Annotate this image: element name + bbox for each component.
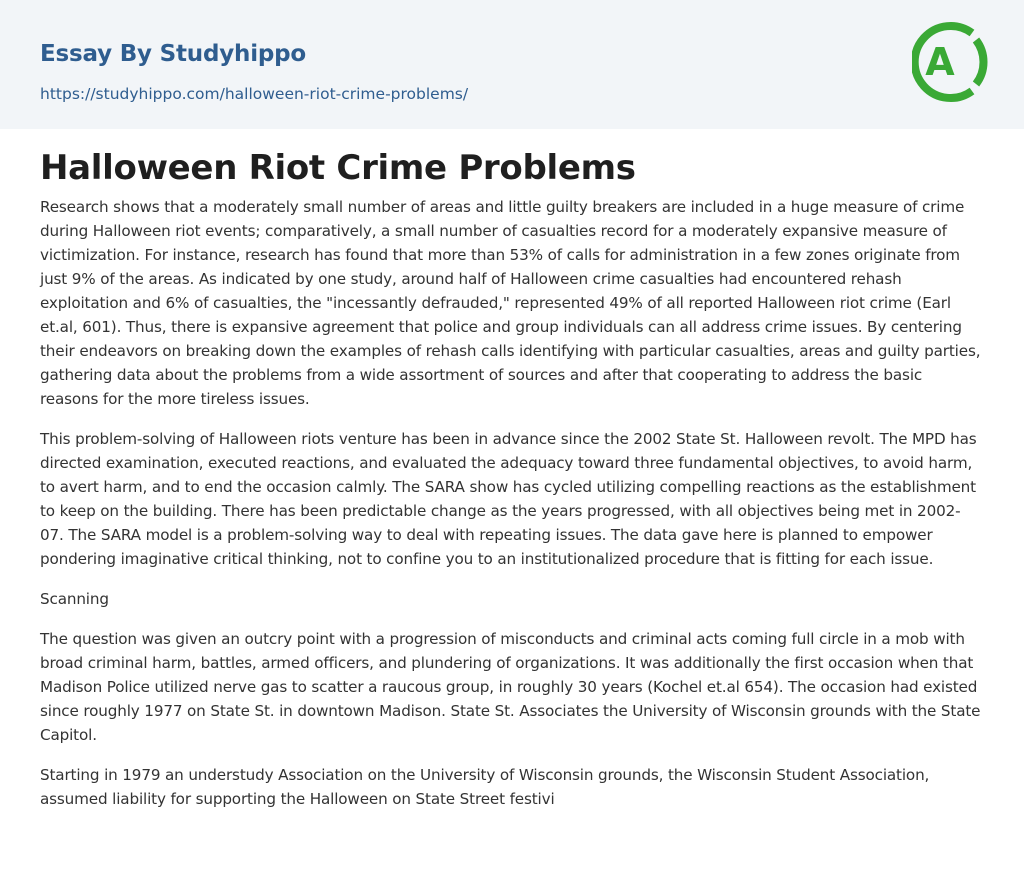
paragraph: The question was given an outcry point with a progression of misconducts and criminal acts coming full circle in a mob with broad criminal harm, battles, armed officers, and plundering of organizations. It was additionally the first occasion when that Madison Police utilized nerve gas to scatter a raucous group, in roughly 30 years (Kochel et.al 654). The occasion had existed since roughly 1977 on State St. in downtown Madison. State St. Associates the University of Wisconsin grounds with the State Capitol. (40, 630, 981, 744)
logo-letter: A (925, 40, 955, 84)
studyhippo-logo-icon[interactable] (912, 18, 988, 106)
article-url-link[interactable]: https://studyhippo.com/halloween-riot-crime-problems/ (40, 85, 469, 103)
section-heading-scanning: Scanning (40, 590, 109, 608)
paragraph: This problem-solving of Halloween riots venture has been in advance since the 2002 State St. Halloween revolt. The MPD has directed examination, executed reactions, and evaluated the adequacy toward three fundamental objectives, to avoid harm, to avert harm, and to end the occasion calmly. The SARA show has cycled utilizing compelling reactions as the establishment to keep on the building. There has been predictable change as the years progressed, with all objectives being met in 2002-07. The SARA model is a problem-solving way to deal with repeating issues. The data gave here is planned to empower pondering imaginative critical thinking, not to confine you to an institutionalized procedure that is fitting for each issue. (40, 430, 977, 568)
paragraph: Research shows that a moderately small number of areas and little guilty breakers are included in a huge measure of crime during Halloween riot events; comparatively, a small number of casualties record for a moderately expansive measure of victimization. For instance, research has found that more than 53% of calls for administration in a few zones originate from just 9% of the areas. As indicated by one study, around half of Halloween crime casualties had encountered rehash exploitation and 6% of casualties, the "incessantly defrauded," represented 49% of all reported Halloween riot crime (Earl et.al, 601). Thus, there is expansive agreement that police and group individuals can all address crime issues. By centering their endeavors on breaking down the examples of rehash calls identifying with particular casualties, areas and guilty parties, gathering data about the problems from a wide assortment of sources and after that cooperating to address the basic reasons for the more tireless issues. (40, 198, 981, 408)
page-title: Halloween Riot Crime Problems (40, 148, 636, 188)
brand-title[interactable]: Essay By Studyhippo (40, 41, 307, 67)
article-body (40, 195, 984, 827)
paragraph: Starting in 1979 an understudy Association on the University of Wisconsin grounds, the Wisconsin Student Association, assumed liability for supporting the Halloween on State Street festivi (40, 766, 930, 808)
